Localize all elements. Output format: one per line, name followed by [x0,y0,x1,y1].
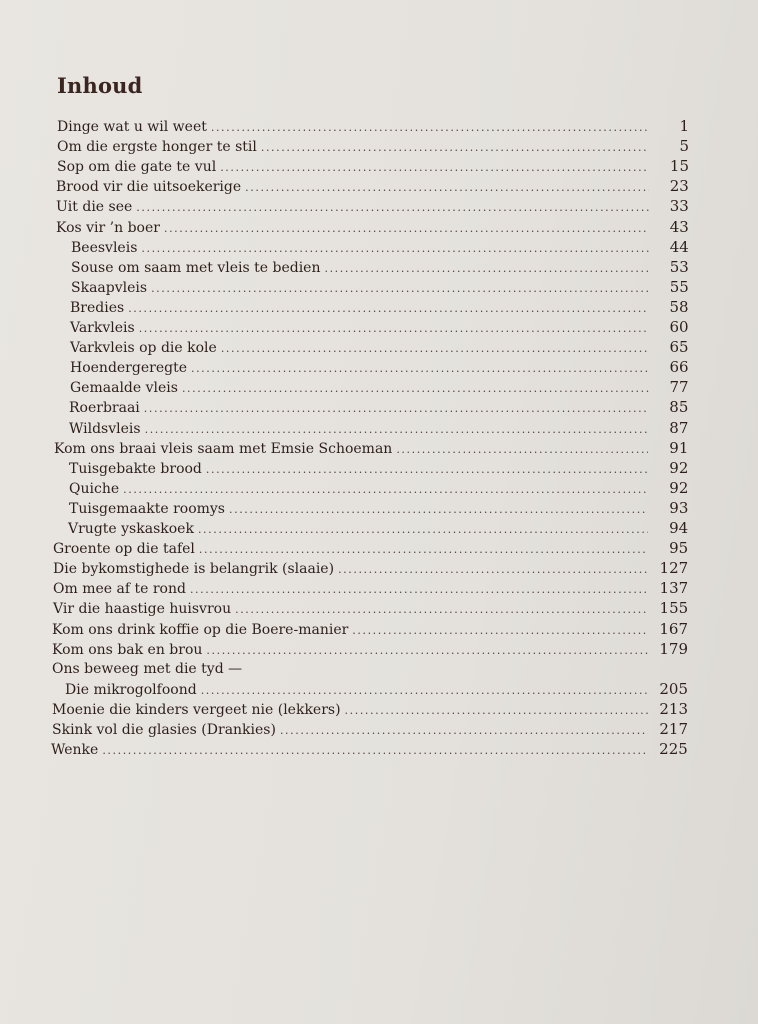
dot-leader [352,621,648,641]
toc-entry [57,156,689,176]
toc-subentry [70,337,689,357]
toc-subentry [70,357,689,377]
toc-page-number: 5 [679,137,689,156]
toc-entry [56,176,689,196]
dot-leader [198,520,648,540]
dot-leader [211,118,649,138]
toc-page-number: 44 [669,237,689,256]
toc-entry [57,116,689,136]
toc-entry-title: Die mikrogolfoond [65,681,197,698]
dot-leader [235,600,648,620]
toc-page-number: 155 [659,599,689,618]
toc-page-number: 87 [669,418,689,437]
toc-entry-title: Dinge wat u wil weet [57,119,207,135]
toc-entry-title: Om die ergste honger te stil [57,139,257,156]
toc-entry-title: Skink vol die glasies (Drankies) [52,722,276,738]
toc-page-number: 217 [659,720,688,738]
dot-leader [190,580,648,600]
toc-entry [51,739,688,759]
toc-entry [53,598,688,618]
dot-leader [245,178,649,198]
dot-leader [199,540,648,560]
dot-leader [206,641,648,661]
toc-page-number: 53 [669,257,689,276]
toc-entry [52,619,688,639]
toc-page-number: 213 [659,699,688,718]
toc-subentry [71,257,689,277]
toc-entry-title: Quiche [69,480,120,497]
toc-entry [56,217,689,237]
toc-entry [53,578,688,598]
toc-entry [53,538,688,558]
toc-entry [54,438,688,458]
toc-page-number: 66 [669,358,689,377]
toc-subentry [70,317,689,337]
toc-entry-title: Varkvleis [70,320,135,336]
toc-page-number: 205 [659,679,688,698]
toc-entry-title: Ons beweeg met die tyd — [52,660,243,677]
toc-entry-title: Beesvleis [71,239,138,256]
toc-entry-title: Souse om saam met vleis te bedien [71,259,321,276]
toc-page-number: 23 [669,177,689,196]
toc-page-number: 225 [659,740,688,759]
toc-entry-title: Die bykomstighede is belangrik (slaaie) [53,561,335,578]
toc-page-number: 60 [669,318,689,336]
toc-subentry [69,498,688,518]
toc-entry-title: Hoendergeregte [70,360,187,377]
toc-entry-title: Skaapvleis [71,279,148,296]
toc-subentry [71,277,689,297]
dot-leader [220,158,649,178]
dot-leader [338,560,648,580]
toc-page-number: 43 [669,217,689,236]
toc-entry [56,196,689,216]
toc-page-number: 137 [659,579,689,598]
dot-leader [123,480,648,500]
toc-entry-title: Sop om die gate te vul [57,159,217,176]
toc-subentry [69,458,688,478]
dot-leader [141,239,648,259]
toc-entry-title: Uit die see [56,199,133,216]
dot-leader [102,741,647,761]
toc-entry-title: Groente op die tafel [53,541,195,558]
dot-leader [139,319,649,339]
toc-page-number: 95 [669,539,689,558]
toc-entry [52,699,688,719]
toc-page-number: 58 [669,297,689,316]
toc-page-number: 77 [669,378,689,397]
dot-leader [221,339,649,359]
toc-entry-title: Bredies [70,299,125,316]
toc-entry-title: Varkvleis op die kole [70,340,217,357]
dot-leader [396,440,648,460]
toc-subentry [70,377,689,397]
toc-page-number: 179 [659,639,688,658]
page-title: Inhoud [57,73,143,98]
dot-leader [345,701,648,721]
toc-page-number: 15 [669,157,689,176]
toc-page-number: 65 [669,338,689,357]
dot-leader [144,399,649,419]
toc-entry-title: Kom ons bak en brou [52,641,203,658]
toc-page-number: 92 [669,458,689,477]
dot-leader [206,460,649,480]
toc-entry [52,639,688,659]
toc-entry-title: Wildsvleis [69,420,141,437]
toc-entry-title: Vrugte yskaskoek [68,521,194,537]
toc-entry-title: Gemaalde vleis [70,380,178,397]
dot-leader [191,359,649,379]
toc-entry-title: Tuisgemaakte roomys [69,500,225,517]
dot-leader [164,219,649,239]
dot-leader [280,721,648,741]
toc-page-number: 55 [669,277,689,296]
toc-entry [53,558,688,578]
toc-page-number: 85 [669,398,689,417]
dot-leader [229,500,648,520]
toc-entry-title: Moenie die kinders vergeet nie (lekkers) [52,701,341,718]
toc-entry-title: Wenke [51,742,99,759]
toc-page-number: 167 [659,619,688,638]
toc-entry-title: Kom ons drink koffie op die Boere-manier [52,621,349,638]
dot-leader [201,681,648,701]
toc-page-number: 94 [669,519,689,537]
toc-page-number: 91 [669,438,689,457]
toc-subentry [65,679,688,699]
toc-entry-title: Roerbraai [69,400,140,417]
toc-entry [57,136,689,156]
toc-entry-title: Om mee af te rond [53,581,186,598]
dot-leader [261,138,649,158]
dot-leader [136,198,649,218]
toc-entry [52,719,688,739]
toc-entry-title: Tuisgebakte brood [69,460,202,477]
toc-entry-title: Vir die haastige huisvrou [53,601,232,618]
toc-entry-title: Kos vir ’n boer [56,219,160,236]
toc-page-number: 33 [669,197,689,216]
dot-leader [151,279,649,299]
toc-entry [52,659,688,679]
dot-leader [145,420,649,440]
toc-subentry [71,237,689,257]
toc-entry-title: Brood vir die uitsoekerige [56,179,242,196]
toc-subentry [69,397,688,417]
toc-page-number: 1 [679,117,689,135]
dot-leader [128,299,648,319]
toc-page-number: 92 [669,478,689,497]
toc-subentry [68,518,688,538]
toc-entry-title: Kom ons braai vleis saam met Emsie Schoeman [54,440,393,457]
toc-subentry [69,478,688,498]
toc-page-number: 93 [669,498,689,517]
dot-leader [182,379,649,399]
toc-subentry [70,297,689,317]
toc-subentry [69,418,688,438]
dot-leader [324,259,648,279]
toc-page-number: 127 [659,559,689,578]
